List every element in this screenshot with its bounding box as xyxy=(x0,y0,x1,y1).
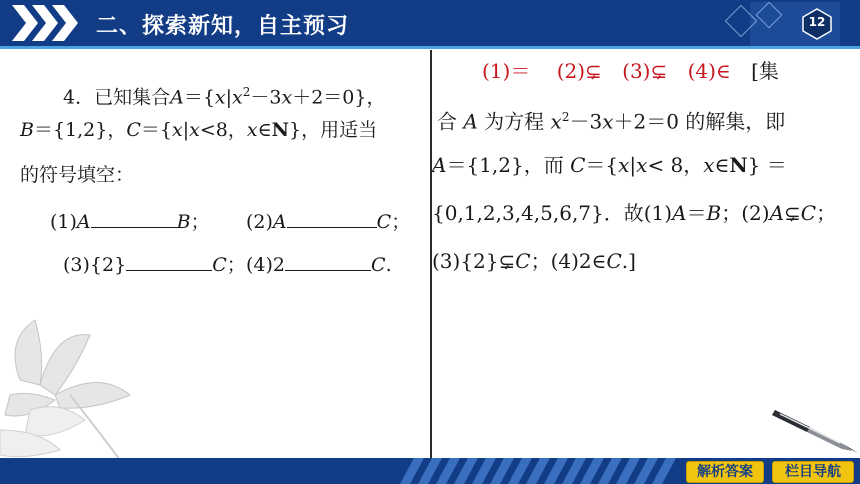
math-text: ∈ xyxy=(714,153,730,177)
math-var: C xyxy=(371,254,386,276)
math-text: －3 xyxy=(250,86,282,109)
explanation-text: 合 xyxy=(437,109,457,134)
math-var: x xyxy=(189,119,200,141)
math-var: C xyxy=(570,153,586,177)
explanation-start: [集 xyxy=(751,59,779,83)
math-text: ∈ xyxy=(257,119,272,141)
math-text: | xyxy=(182,119,190,141)
punct: ； xyxy=(391,211,411,233)
explanation-text: ；(2) xyxy=(721,201,770,225)
header-stripe xyxy=(0,46,860,49)
question-part-4 xyxy=(246,252,392,277)
math-text: <8， xyxy=(199,119,247,141)
explanation-text: {0,1,2,3,4,5,6,7}．故(1) xyxy=(432,201,673,225)
math-var: x xyxy=(281,86,293,109)
subset-symbol: ⊊ xyxy=(498,249,516,273)
footer-stripes xyxy=(400,458,690,484)
math-set-n: N xyxy=(729,153,748,177)
question-text: }，用适当 xyxy=(289,119,378,141)
math-var: A xyxy=(432,153,447,177)
math-var: B xyxy=(20,119,34,141)
punct: .] xyxy=(621,249,636,273)
math-var: x xyxy=(602,109,614,134)
subset-symbol: ⊊ xyxy=(784,201,801,225)
explanation-text: ＋2＝0 的解集，即 xyxy=(613,109,786,134)
math-sup: 2 xyxy=(561,110,570,124)
question-part-3 xyxy=(63,252,246,277)
math-text: ＝{ xyxy=(140,119,173,141)
answer-blank[interactable] xyxy=(287,209,377,228)
explanation-text: 为方程 xyxy=(484,109,545,134)
question-part-1 xyxy=(50,209,210,234)
answer-analysis-button[interactable]: 解析答案 xyxy=(686,461,764,483)
part-number: (4)2 xyxy=(246,254,286,276)
math-var: B xyxy=(706,201,722,225)
page-number: 12 xyxy=(808,15,826,29)
math-text: ＋2＝0}， xyxy=(292,86,386,109)
question-line-3: 的符号填空： xyxy=(20,164,135,186)
section-title: 二、探索新知，自主预习 xyxy=(96,14,350,39)
question-line-2 xyxy=(20,118,377,142)
punct: ； xyxy=(226,254,246,276)
math-var: C xyxy=(800,201,817,225)
explanation-text: (3){2} xyxy=(432,249,499,273)
explanation-text: ＝{1,2}，而 xyxy=(446,153,564,177)
math-text: ＝ xyxy=(686,201,707,225)
answer-4: (4)∈ xyxy=(687,59,731,83)
answer-line-1 xyxy=(482,58,779,84)
math-var: x xyxy=(246,119,258,141)
answer-blank[interactable] xyxy=(285,252,371,271)
math-var: A xyxy=(272,211,287,233)
lotus-flower-illustration xyxy=(0,300,150,460)
math-text: －3 xyxy=(569,109,603,134)
math-set-n: N xyxy=(271,119,290,141)
explanation-text: ；(4)2∈ xyxy=(530,249,607,273)
answer-line-2 xyxy=(437,104,785,135)
punct: . xyxy=(385,254,392,276)
math-var: x xyxy=(214,86,226,109)
section-nav-button[interactable]: 栏目导航 xyxy=(772,461,854,483)
math-var: x xyxy=(550,109,562,134)
math-var: A xyxy=(769,201,785,225)
math-var: A xyxy=(672,201,687,225)
math-var: C xyxy=(515,249,531,273)
math-text: } ＝ xyxy=(747,153,787,177)
page-number-wrap xyxy=(801,8,833,40)
punct: ； xyxy=(190,211,210,233)
math-text: < 8， xyxy=(647,153,704,177)
math-var: B xyxy=(176,211,191,233)
math-text: | xyxy=(225,86,233,109)
math-var: x xyxy=(703,153,715,177)
question-line-1 xyxy=(63,80,385,109)
math-text: ＝{1,2}， xyxy=(33,119,127,141)
math-var: A xyxy=(76,211,91,233)
math-var: A xyxy=(170,86,184,109)
answer-line-4 xyxy=(432,200,836,226)
answer-1: (1)＝ xyxy=(482,59,531,83)
answer-line-3 xyxy=(432,152,787,178)
answer-3: (3)⊊ xyxy=(622,59,668,83)
math-var: C xyxy=(606,249,622,273)
part-number: (3){2} xyxy=(63,254,127,276)
math-var: x xyxy=(172,119,183,141)
math-sup: 2 xyxy=(242,85,251,99)
math-var: C xyxy=(126,119,141,141)
answer-blank[interactable] xyxy=(126,252,212,271)
punct: ； xyxy=(816,201,837,225)
pen-illustration xyxy=(770,405,860,455)
answer-blank[interactable] xyxy=(91,209,177,228)
math-var: A xyxy=(463,109,478,134)
question-text: 4．已知集合 xyxy=(63,86,171,109)
part-number: (1) xyxy=(50,211,77,233)
math-text: ＝{ xyxy=(183,86,215,109)
math-var: x xyxy=(618,153,630,177)
math-var: x xyxy=(636,153,648,177)
math-text: ＝{ xyxy=(585,153,619,177)
math-var: C xyxy=(212,254,227,276)
chevron-right-icon xyxy=(12,5,82,41)
math-text: | xyxy=(629,153,637,177)
answer-line-5 xyxy=(432,248,636,274)
part-number: (2) xyxy=(246,211,273,233)
math-var: x xyxy=(232,86,243,109)
question-part-2 xyxy=(246,209,410,234)
answer-2: (2)⊊ xyxy=(556,59,602,83)
math-var: C xyxy=(376,211,392,233)
